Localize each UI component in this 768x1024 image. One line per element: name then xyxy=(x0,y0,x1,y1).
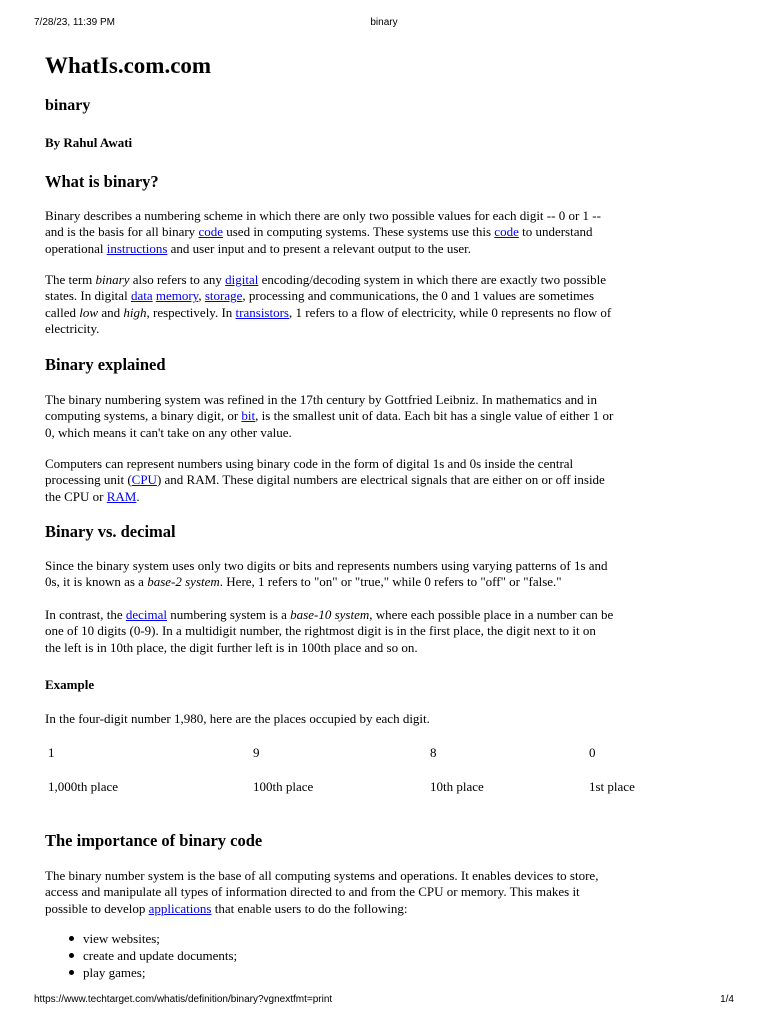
text-line xyxy=(45,272,611,288)
paragraph-vs-decimal-1 xyxy=(45,558,608,591)
link-cpu[interactable]: CPU xyxy=(131,472,157,488)
link-transistors[interactable]: transistors xyxy=(235,304,289,320)
text-run: , is the smallest unit of data. Each bit has a single value of either 1 or xyxy=(255,408,614,424)
link-decimal[interactable]: decimal xyxy=(125,607,168,622)
emphasis-high: high xyxy=(123,304,147,320)
link-instructions[interactable]: instructions xyxy=(106,240,168,256)
text-line xyxy=(45,288,611,304)
text-run: called xyxy=(45,304,80,320)
link-applications[interactable]: applications xyxy=(148,900,212,916)
text-run: that enable users to do the following: xyxy=(211,900,408,916)
table-cell-digit: 0 xyxy=(589,745,596,760)
print-datetime: 7/28/23, 11:39 PM xyxy=(34,17,115,28)
text-run: , respectively. In xyxy=(146,304,236,320)
print-footer xyxy=(0,994,768,1008)
text-run: In contrast, the xyxy=(45,607,126,622)
text-line: Since the binary system uses only two digits or bits and represents numbers using varying patterns of 1s and xyxy=(45,558,608,573)
emphasis-binary: binary xyxy=(95,272,130,287)
link-memory[interactable]: memory xyxy=(155,288,199,304)
paragraph-importance-1 xyxy=(45,868,598,917)
table-cell-digit: 8 xyxy=(430,745,437,760)
text-line xyxy=(45,241,601,257)
text-run: and xyxy=(98,304,124,320)
table-cell-place: 10th place xyxy=(430,779,484,794)
text-run: also refers to any xyxy=(129,272,226,287)
emphasis-base-2: base-2 system xyxy=(147,574,220,590)
link-digital[interactable]: digital xyxy=(225,272,259,287)
text-line: The binary number system is the base of all computing systems and operations. It enables devices to store, xyxy=(45,868,599,883)
text-line xyxy=(45,607,613,623)
table-cell-digit: 1 xyxy=(48,745,55,760)
table-cell-place: 100th place xyxy=(253,779,314,794)
text-line: electricity. xyxy=(45,321,100,337)
heading-importance: The importance of binary code xyxy=(45,831,263,850)
text-run: and user input and to present a relevant output to the user. xyxy=(167,240,472,256)
table-cell-place: 1st place xyxy=(589,779,635,794)
text-line: The binary numbering system was refined in the 17th century by Gottfried Leibniz. In mathematics and in xyxy=(45,392,597,407)
link-bit[interactable]: bit xyxy=(241,408,256,424)
text-run: possible to develop xyxy=(45,900,149,916)
table-cell-digit: 9 xyxy=(253,745,260,760)
print-header xyxy=(0,17,768,31)
text-run: used in computing systems. These systems use this xyxy=(222,224,495,240)
text-run: . Here, 1 refers to "on" or "true," while 0 refers to "off" or "false." xyxy=(219,574,562,590)
text-run: numbering system is a xyxy=(167,607,291,622)
text-run: ) and RAM. These digital numbers are electrical signals that are either on or off inside xyxy=(156,472,605,488)
heading-binary-explained: Binary explained xyxy=(45,355,166,374)
link-code-2[interactable]: code xyxy=(494,224,519,240)
text-run: computing systems, a binary digit, or xyxy=(45,408,242,424)
bullet-list xyxy=(45,930,237,981)
link-code[interactable]: code xyxy=(198,224,223,240)
text-run: encoding/decoding system in which there are exactly two possible xyxy=(258,272,607,287)
emphasis-base-10: base-10 system xyxy=(290,607,370,622)
link-storage[interactable]: storage xyxy=(204,288,243,304)
link-data[interactable]: data xyxy=(130,288,153,304)
text-run: , xyxy=(198,288,205,304)
list-item: view websites; xyxy=(45,930,237,947)
article-title: binary xyxy=(45,97,91,114)
text-run: processing unit ( xyxy=(45,472,132,488)
text-line xyxy=(45,408,613,424)
text-run: operational xyxy=(45,240,107,256)
text-line xyxy=(45,224,601,240)
text-line: Binary describes a numbering scheme in which there are only two possible values for each digit -- 0 or 1 -- xyxy=(45,208,601,223)
text-line xyxy=(45,574,608,590)
paragraph-explained-2 xyxy=(45,456,605,505)
text-run: 0s, it is known as a xyxy=(45,574,148,590)
text-line xyxy=(45,489,605,505)
example-text: In the four-digit number 1,980, here are the places occupied by each digit. xyxy=(45,711,430,726)
paragraph-what-is-2 xyxy=(45,272,611,338)
page-number: 1/4 xyxy=(720,994,734,1005)
text-line: access and manipulate all types of information directed to and from the CPU or memory. This makes it xyxy=(45,884,580,900)
heading-binary-vs-decimal: Binary vs. decimal xyxy=(45,522,176,541)
text-line xyxy=(45,901,598,917)
text-run: the CPU or xyxy=(45,488,107,504)
emphasis-low: low xyxy=(79,304,99,320)
text-run: and is the basis for all binary xyxy=(45,224,199,240)
print-url: https://www.techtarget.com/whatis/definition/binary?vgnextfmt=print xyxy=(34,994,333,1005)
heading-example: Example xyxy=(45,677,95,692)
text-line: the left is in 10th place, the digit further left is in 100th place and so on. xyxy=(45,639,418,655)
text-run: The term xyxy=(45,272,96,287)
paragraph-explained-1 xyxy=(45,392,613,441)
table-cell-place: 1,000th place xyxy=(48,779,119,794)
text-line xyxy=(45,472,605,488)
text-run: , 1 refers to a flow of electricity, while 0 represents no flow of xyxy=(289,304,612,320)
link-ram[interactable]: RAM xyxy=(106,488,137,504)
text-run: states. In digital xyxy=(45,288,131,304)
list-item: play games; xyxy=(45,964,237,981)
text-run: to understand xyxy=(518,224,593,240)
heading-what-is-binary: What is binary? xyxy=(45,172,159,191)
text-line xyxy=(45,305,611,321)
text-line: Computers can represent numbers using binary code in the form of digital 1s and 0s inside the central xyxy=(45,456,574,471)
print-doc-title: binary xyxy=(370,17,398,28)
paragraph-vs-decimal-2 xyxy=(45,607,613,656)
text-line: 0, which means it can't take on any other value. xyxy=(45,424,292,440)
byline: By Rahul Awati xyxy=(45,135,133,150)
list-item: create and update documents; xyxy=(45,947,237,964)
text-run: , where each possible place in a number can be xyxy=(369,607,614,622)
site-name: WhatIs.com.com xyxy=(45,53,212,78)
text-run: , processing and communications, the 0 and 1 values are sometimes xyxy=(242,288,595,304)
paragraph-what-is-1 xyxy=(45,208,601,257)
text-line: one of 10 digits (0-9). In a multidigit number, the rightmost digit is in the first place, the digit next to it on xyxy=(45,623,596,639)
text-run: . xyxy=(136,488,140,504)
